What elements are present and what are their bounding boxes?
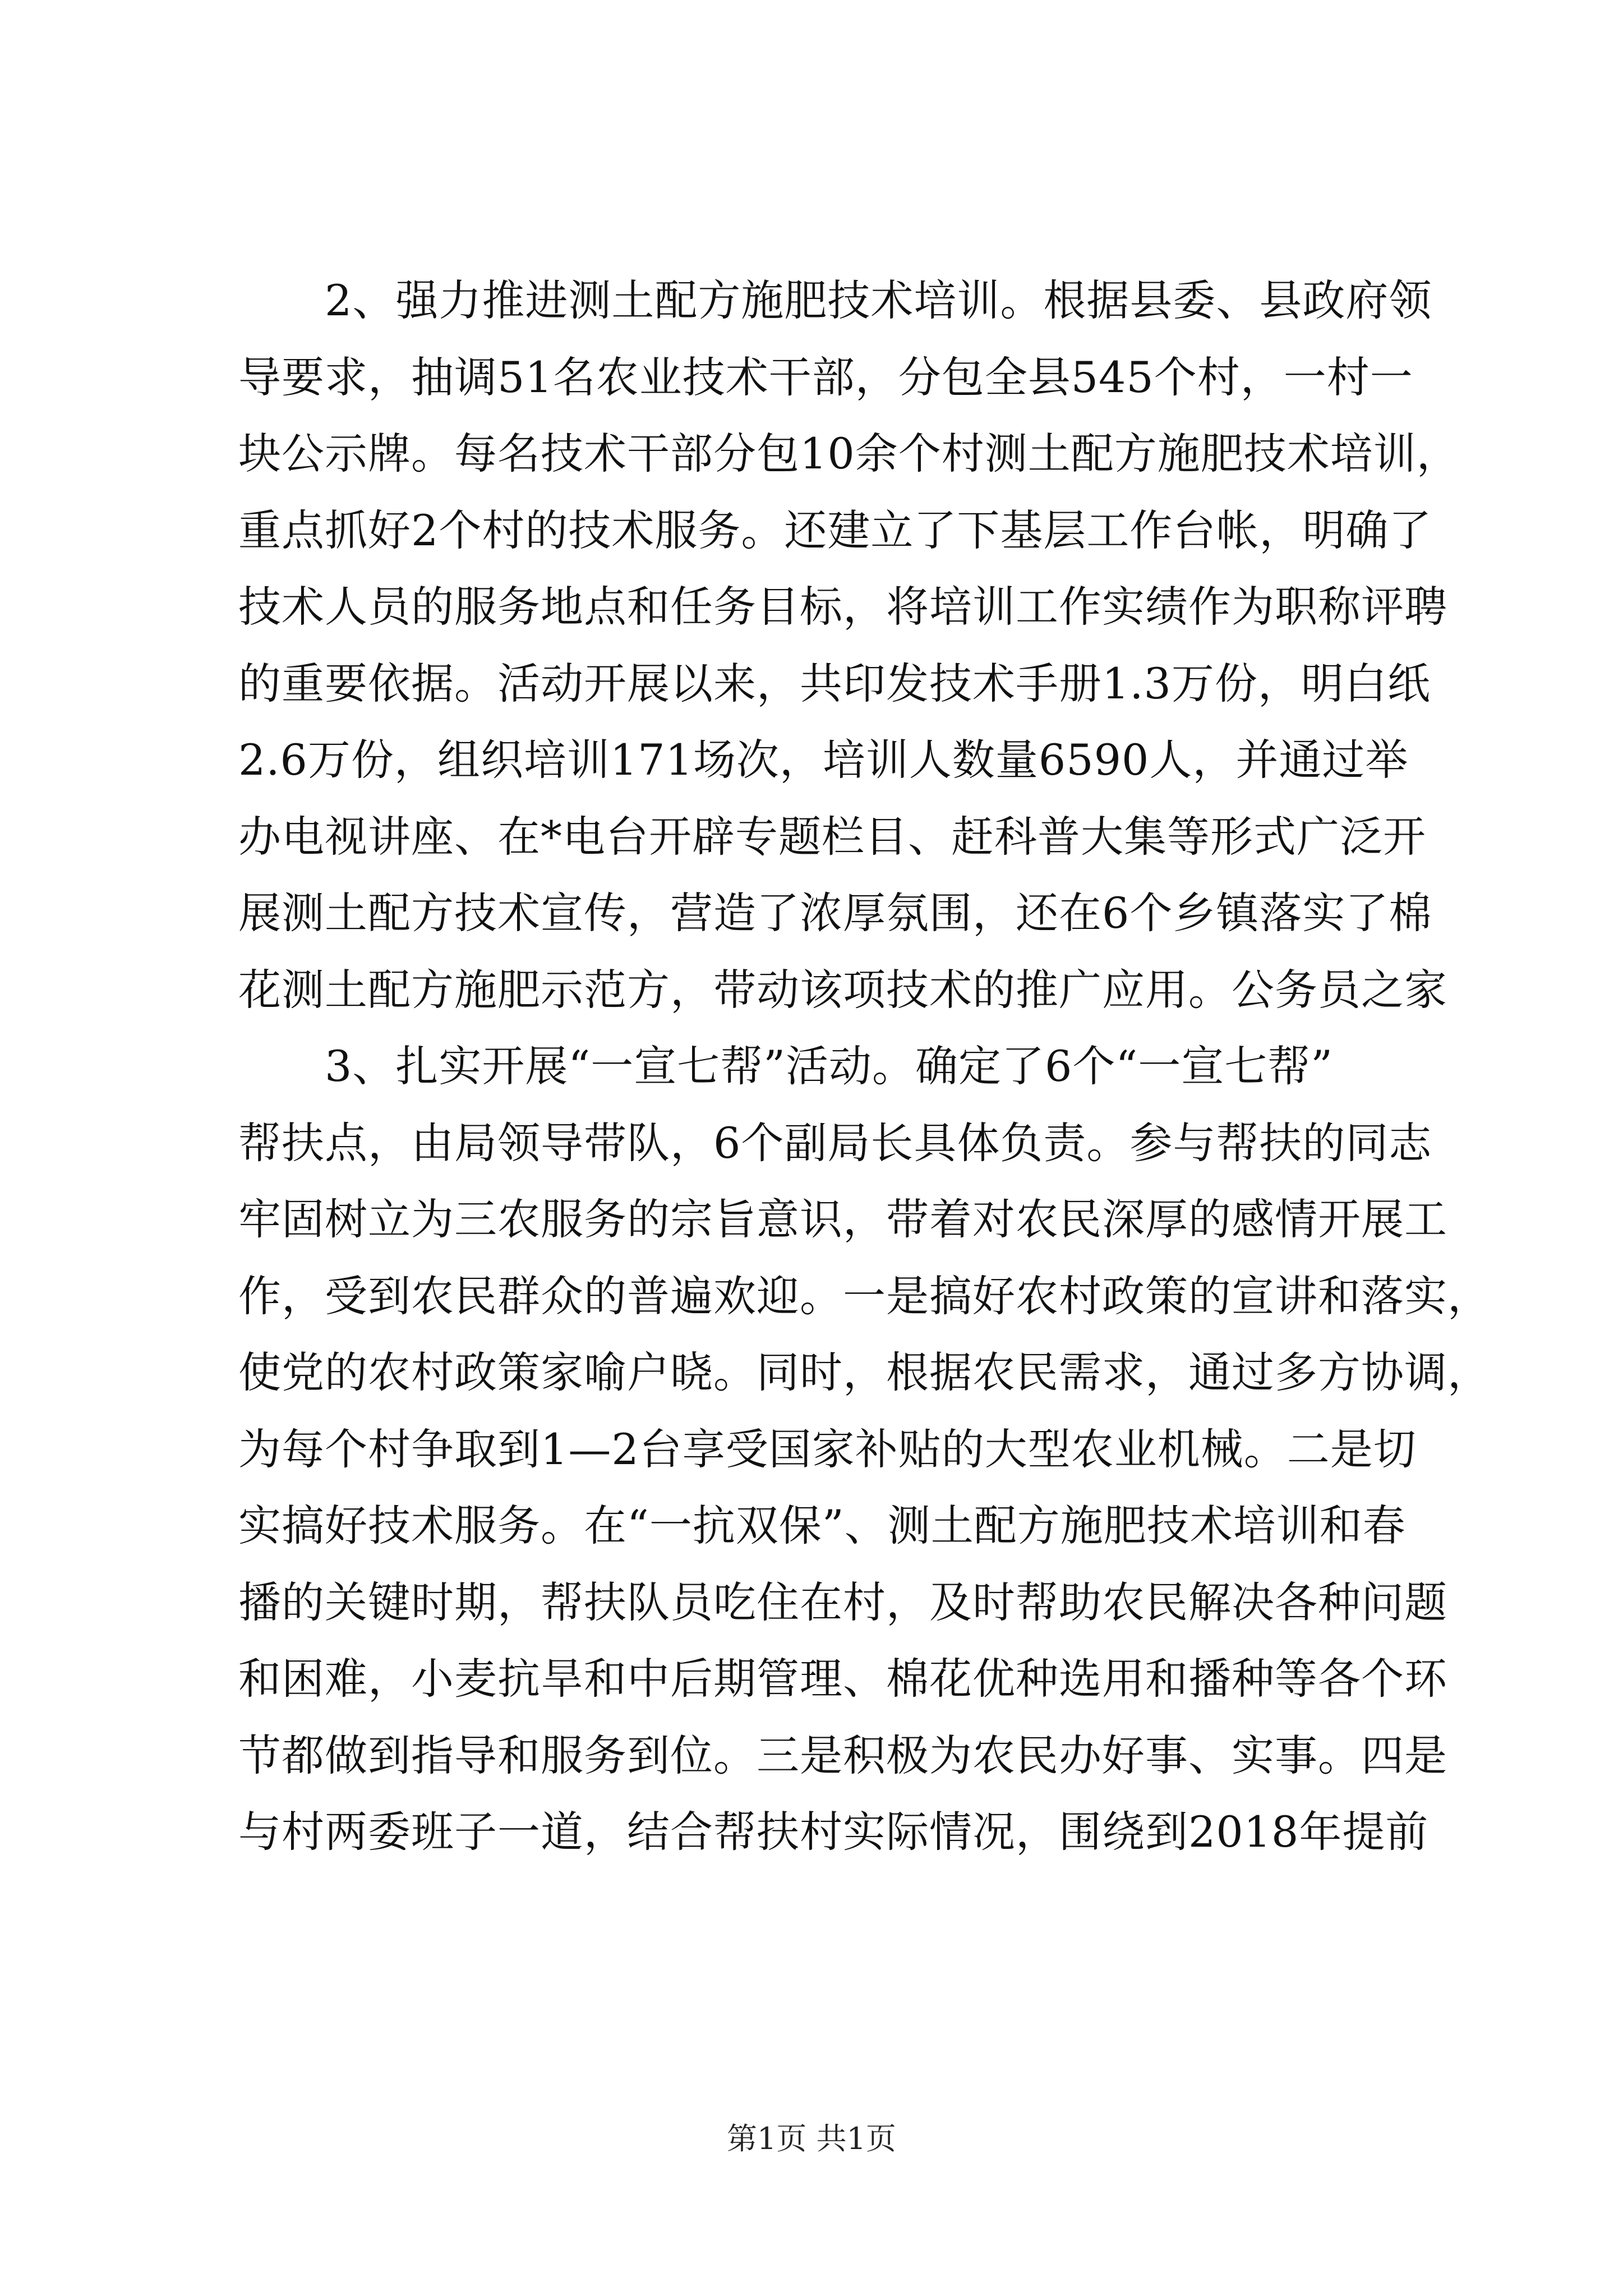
text-line: 2.6万份，组织培训171场次，培训人数量6590人，并通过举 <box>238 735 1409 785</box>
text-line: 节都做到指导和服务到位。三是积极为农民办好事、实事。四是 <box>238 1730 1447 1780</box>
text-line: 与村两委班子一道，结合帮扶村实际情况，围绕到2018年提前 <box>238 1807 1429 1857</box>
text-line: 花测土配方施肥示范方，带动该项技术的推广应用。公务员之家 <box>238 964 1447 1015</box>
text-line: 2、强力推进测土配方施肥技术培训。根据县委、县政府领 <box>238 275 1432 325</box>
page-footer <box>0 2115 1623 2158</box>
text-line: 帮扶点，由局领导带队，6个副局长具体负责。参与帮扶的同志 <box>238 1117 1432 1168</box>
text-line: 和困难，小麦抗旱和中后期管理、棉花优种选用和播种等各个环 <box>238 1654 1447 1704</box>
text-line: 块公示牌。每名技术干部分包10余个村测土配方施肥技术培训， <box>238 429 1460 478</box>
text-line: 办电视讲座、在*电台开辟专题栏目、赶科普大集等形式广泛开 <box>238 811 1426 862</box>
text-line: 展测土配方技术宣传，营造了浓厚氛围，还在6个乡镇落实了棉 <box>238 888 1432 938</box>
document-body <box>238 263 1491 1871</box>
text-line: 为每个村争取到1—2台享受国家补贴的大型农业机械。二是切 <box>238 1424 1417 1474</box>
text-line: 导要求，抽调51名农业技术干部，分包全县545个村，一村一 <box>238 352 1413 402</box>
text-line: 技术人员的服务地点和任务目标，将培训工作实绩作为职称评聘 <box>238 582 1447 632</box>
text-line: 3、扎实开展“一宣七帮”活动。确定了6个“一宣七帮” <box>238 1041 1334 1091</box>
text-line: 作，受到农民群众的普遍欢迎。一是搞好农村政策的宣讲和落实， <box>238 1271 1491 1321</box>
page-number-label: 第1页 共1页 <box>727 2121 896 2156</box>
text-line: 实搞好技术服务。在“一抗双保”、测土配方施肥技术培训和春 <box>238 1501 1406 1550</box>
text-line: 牢固树立为三农服务的宗旨意识，带着对农民深厚的感情开展工 <box>238 1194 1447 1244</box>
text-line: 的重要依据。活动开展以来，共印发技术手册1.3万份，明白纸 <box>238 658 1431 708</box>
text-line: 使党的农村政策家喻户晓。同时，根据农民需求，通过多方协调， <box>238 1347 1491 1397</box>
text-line: 播的关键时期，帮扶队员吃住在村，及时帮助农民解决各种问题 <box>238 1577 1447 1627</box>
text-line: 重点抓好2个村的技术服务。还建立了下基层工作台帐，明确了 <box>238 505 1432 555</box>
